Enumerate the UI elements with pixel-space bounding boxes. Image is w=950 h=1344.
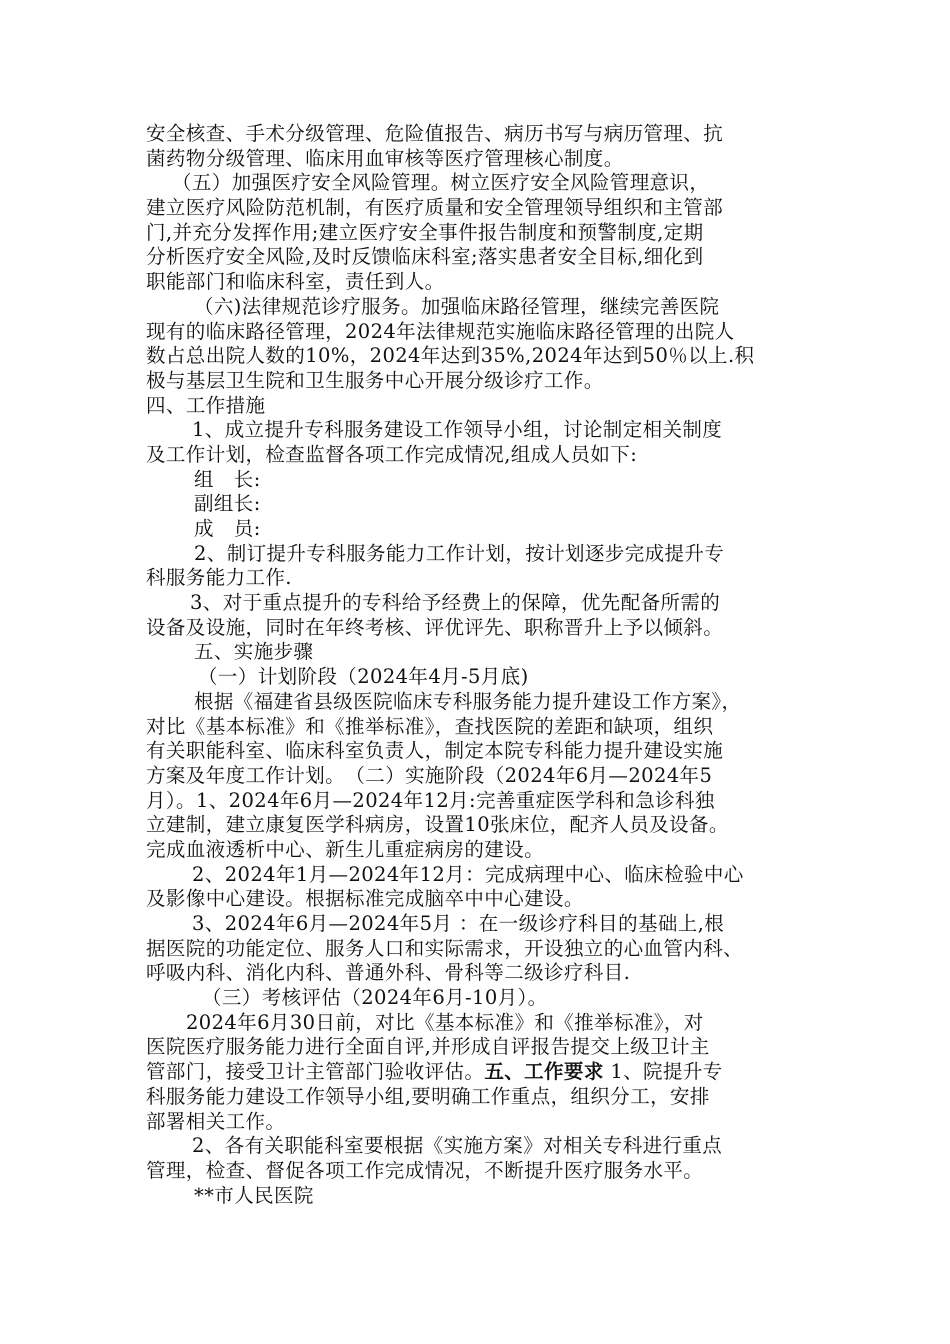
text-line xyxy=(146,147,856,172)
text-line xyxy=(146,320,856,345)
text-segment: 有关职能科室、临床科室负责人，制定本院专科能力提升建设实施 xyxy=(146,739,724,763)
document-body xyxy=(146,122,856,1208)
text-segment: 现有的临床路径管理，2024年法律规范实施临床路径管理的出院人 xyxy=(146,319,735,343)
text-segment: 根据《福建省县级医院临床专科服务能力提升建设工作方案》， xyxy=(194,689,742,713)
text-segment: 2、2024年1月—2024年12月：完成病理中心、临床检验中心 xyxy=(192,862,744,886)
text-line xyxy=(146,813,856,838)
text-line xyxy=(146,789,856,814)
text-line xyxy=(146,937,856,962)
text-segment: 副组长: xyxy=(194,492,261,516)
text-line xyxy=(146,863,856,888)
text-line xyxy=(146,344,856,369)
text-line xyxy=(146,245,856,270)
text-line xyxy=(146,591,856,616)
text-line xyxy=(146,369,856,394)
text-segment: 3、对于重点提升的专科给予经费上的保障，优先配备所需的 xyxy=(190,591,721,615)
text-segment: 建立医疗风险防范机制，有医疗质量和安全管理领导组织和主管部 xyxy=(146,196,724,220)
text-line xyxy=(146,1159,856,1184)
text-segment: 科服务能力工作. xyxy=(146,566,292,590)
text-line xyxy=(146,394,856,419)
text-segment: 管理，检查、督促各项工作完成情况，不断提升医疗服务水平。 xyxy=(146,1158,704,1182)
text-segment: 五、实施步骤 xyxy=(194,640,314,664)
text-segment: 极与基层卫生院和卫生服务中心开展分级诊疗工作。 xyxy=(146,368,604,392)
text-line xyxy=(146,739,856,764)
text-segment: 职能部门和临床科室，责任到人。 xyxy=(146,270,445,294)
text-segment: 四、工作措施 xyxy=(146,393,266,417)
text-segment: （五）加强医疗安全风险管理。树立医疗安全风险管理意识， xyxy=(172,171,710,195)
text-line xyxy=(146,887,856,912)
text-line xyxy=(146,221,856,246)
text-line xyxy=(146,1035,856,1060)
text-segment: 对比《基本标准》和《推举标准》，查找医院的差距和缺项，组织 xyxy=(146,714,714,738)
text-segment: 及工作计划，检查监督各项工作完成情况,组成人员如下: xyxy=(146,442,638,466)
text-line xyxy=(146,418,856,443)
text-segment: 2、制订提升专科服务能力工作计划，按计划逐步完成提升专 xyxy=(194,541,725,565)
text-line xyxy=(146,764,856,789)
text-line xyxy=(146,1060,856,1085)
text-segment: 数占总出院人数的10%，2024年达到35%,2024年达到50％以上.积 xyxy=(146,344,755,368)
text-line xyxy=(146,1184,856,1209)
text-line xyxy=(146,616,856,641)
text-line xyxy=(146,270,856,295)
text-segment: 组 长: xyxy=(194,467,261,491)
text-line xyxy=(146,912,856,937)
text-segment: （三）考核评估（2024年6月-10月）。 xyxy=(202,986,548,1010)
text-line xyxy=(146,1085,856,1110)
text-line xyxy=(146,715,856,740)
text-segment: 菌药物分级管理、临床用血审核等医疗管理核心制度。 xyxy=(146,146,624,170)
text-line xyxy=(146,1110,856,1135)
text-segment: 3、2024年6月—2024年5月 ：在一级诊疗科目的基础上,根 xyxy=(192,912,725,935)
text-segment: 设备及设施，同时在年终考核、评优评先、职称晋升上予以倾斜。 xyxy=(146,615,724,639)
text-segment: 安全核查、手术分级管理、危险值报告、病历书写与病历管理、抗 xyxy=(146,122,724,145)
text-line xyxy=(146,838,856,863)
text-segment: 医院医疗服务能力进行全面自评,并形成自评报告提交上级卫计主 xyxy=(146,1035,710,1059)
text-segment: 2024年6月30日前，对比《基本标准》和《推举标准》，对 xyxy=(186,1010,704,1034)
text-line xyxy=(146,566,856,591)
text-line xyxy=(146,665,856,690)
text-line xyxy=(146,517,856,542)
text-line xyxy=(146,171,856,196)
text-line xyxy=(146,295,856,320)
text-segment: 完成血液透析中心、新生儿重症病房的建设。 xyxy=(146,837,545,861)
text-segment: 2、各有关职能科室要根据《实施方案》对相关专科进行重点 xyxy=(192,1134,723,1158)
text-segment: 1、成立提升专科服务建设工作领导小组，讨论制定相关制度 xyxy=(192,418,723,442)
text-line xyxy=(146,961,856,986)
text-segment: 科服务能力建设工作领导小组,要明确工作重点，组织分工，安排 xyxy=(146,1084,710,1108)
text-line xyxy=(146,690,856,715)
text-segment: 月）。1、2024年6月—2024年12月:完善重症医学科和急诊科独 xyxy=(146,788,715,812)
text-line xyxy=(146,640,856,665)
text-segment: （六)法律规范诊疗服务。加强临床路径管理，继续完善医院 xyxy=(194,294,720,318)
text-segment: 部署相关工作。 xyxy=(146,1109,286,1133)
text-segment: 及影像中心建设。根据标准完成脑卒中中心建设。 xyxy=(146,887,584,911)
text-line xyxy=(146,443,856,468)
text-segment: 分析医疗安全风险,及时反馈临床科室;落实患者安全目标,细化到 xyxy=(146,245,704,269)
text-segment: **市人民医院 xyxy=(194,1183,314,1207)
text-segment: 管部门，接受卫计主管部门验收评估。 xyxy=(146,1060,485,1084)
text-line xyxy=(146,196,856,221)
text-segment: 1、院提升专 xyxy=(603,1060,723,1084)
section-heading-inline: 五、工作要求 xyxy=(484,1060,604,1084)
text-line xyxy=(146,542,856,567)
text-segment: 方案及年度工作计划。 （二）实施阶段（2024年6月—2024年5 xyxy=(146,763,713,787)
text-line xyxy=(146,492,856,517)
text-line xyxy=(146,468,856,493)
text-line xyxy=(146,1011,856,1036)
text-segment: 立建制，建立康复医学科病房，设置10张床位，配齐人员及设备。 xyxy=(146,813,729,837)
text-segment: 门,并充分发挥作用;建立医疗安全事件报告制度和预警制度,定期 xyxy=(146,220,704,244)
text-segment: 成 员: xyxy=(194,517,261,540)
text-segment: 据医院的功能定位、服务人口和实际需求，开设独立的心血管内科、 xyxy=(146,936,744,960)
text-segment: 呼吸内科、消化内科、普通外科、骨科等二级诊疗科目. xyxy=(146,961,631,985)
text-line xyxy=(146,1134,856,1159)
text-line xyxy=(146,122,856,147)
text-segment: （一）计划阶段（2024年4月-5月底) xyxy=(198,665,529,689)
text-line xyxy=(146,986,856,1011)
